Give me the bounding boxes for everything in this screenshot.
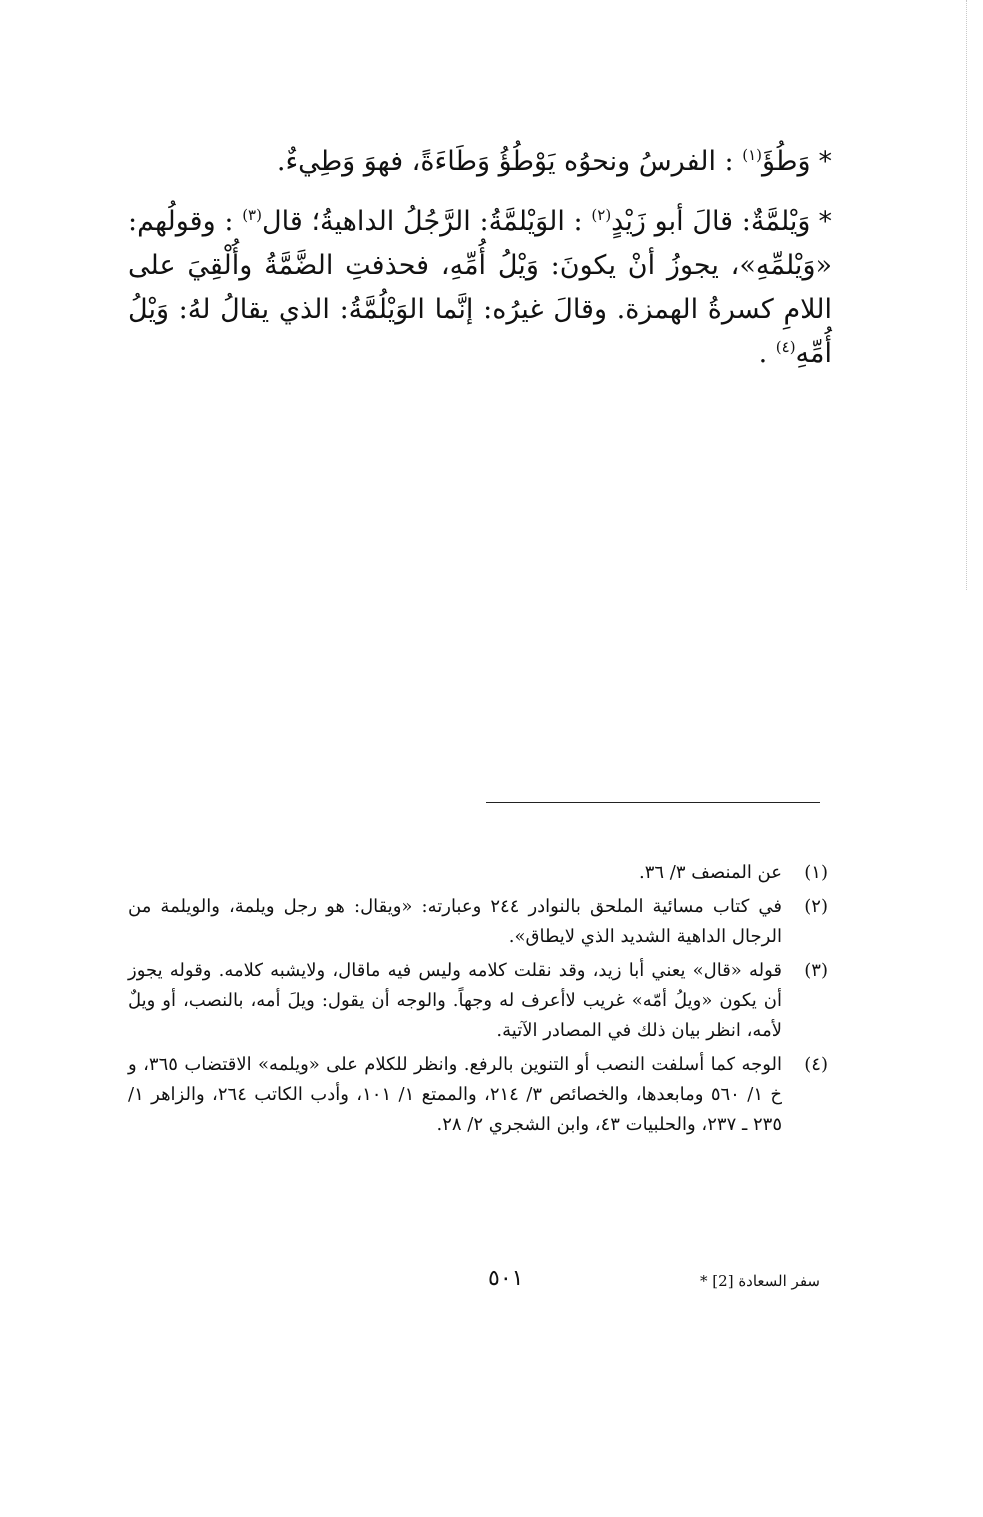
footnote [128,1050,828,1140]
footnote-number: (٢) [804,896,828,917]
scan-edge [966,0,967,590]
running-head: سفر السعادة [2] * [700,1272,820,1290]
entry-text: : الوَيْلمَّةُ: الرَّجُلُ الداهيةُ؛ قال [261,206,592,237]
entry-text: وَطُؤَ [762,146,811,177]
entry-marker: * [818,146,832,177]
footnotes [128,858,828,1144]
footnote [128,892,828,952]
footnote-ref: (١) [742,146,763,164]
main-text [128,140,832,384]
footnote-divider [486,802,820,803]
entry-marker: * [818,206,832,237]
entry-text: وَيْلمَّةٌ: قالَ أبو زَيْدٍ [611,206,811,237]
footnote-ref: (٣) [242,206,262,224]
footnote-text: الوجه كما أسلفت النصب أو التنوين بالرفع. وانظر للكلام على «ويلمه» الاقتضاب ٣٦٥، و خ ١/ ٥٦٠ ومابعدها، والخصائص ٣/ ٢١٤، والممتع ١/ ١٠١، وأدب الكاتب ٢٦٤، والزاهر ١/ ٢٣٥ ـ ٢٣٧، والحلبيات ٤٣، وابن الشجري ٢/ ٢٨. [128,1054,783,1135]
footnote-number: (٣) [804,960,828,981]
footnote-text: في كتاب مسائية الملحق بالنوادر ٢٤٤ وعبارته: «ويقال: هو رجل ويلمة، والويلمة من الرجال الداهية الشديد الذي لايطاق». [128,896,782,947]
entry-text: . [758,338,776,369]
page-footer [400,1266,820,1302]
footnote-text: عن المنصف ٣/ ٣٦. [639,862,782,883]
dictionary-entry [128,140,832,184]
footnote [128,858,828,888]
page-number: ٥٠١ [488,1266,524,1291]
dictionary-entry [128,200,832,376]
footnote-text: قوله «قال» يعني أبا زيد، وقد نقلت كلامه وليس فيه ماقال، ولايشبه كلامه. وقوله يجوز أن يكون «ويلُ أمّه» غريب لاأعرف له وجهاً. والوجه أن يقول: ويلَ أمه، بالنصب، أو ويلٌ لأمه، انظر بيان ذلك في المصادر الآتية. [128,960,782,1041]
footnote-ref: (٤) [775,338,796,356]
entry-text: : الفرسُ ونحوُه يَوْطُؤُ وَطَاءَةً، فهوَ وَطِيءٌ. [276,146,743,177]
footnote-ref: (٢) [591,206,612,224]
footnote-number: (١) [804,862,828,883]
footnote [128,956,828,1046]
footnote-number: (٤) [804,1054,828,1075]
entry-text: : وقولُهم: «وَيْلمِّهِ»، يجوزُ أنْ يكونَ: وَيْلُ أُمِّهِ، فحذفتِ الضَّمَّةُ وأُلْقِيَ على اللامِ كسرةُ الهمزة. وقالَ غيرُه: إنَّما الوَيْلُمَّةُ: الذي يقالُ لهُ: وَيْلُ أُمِّهِ [128,206,832,369]
